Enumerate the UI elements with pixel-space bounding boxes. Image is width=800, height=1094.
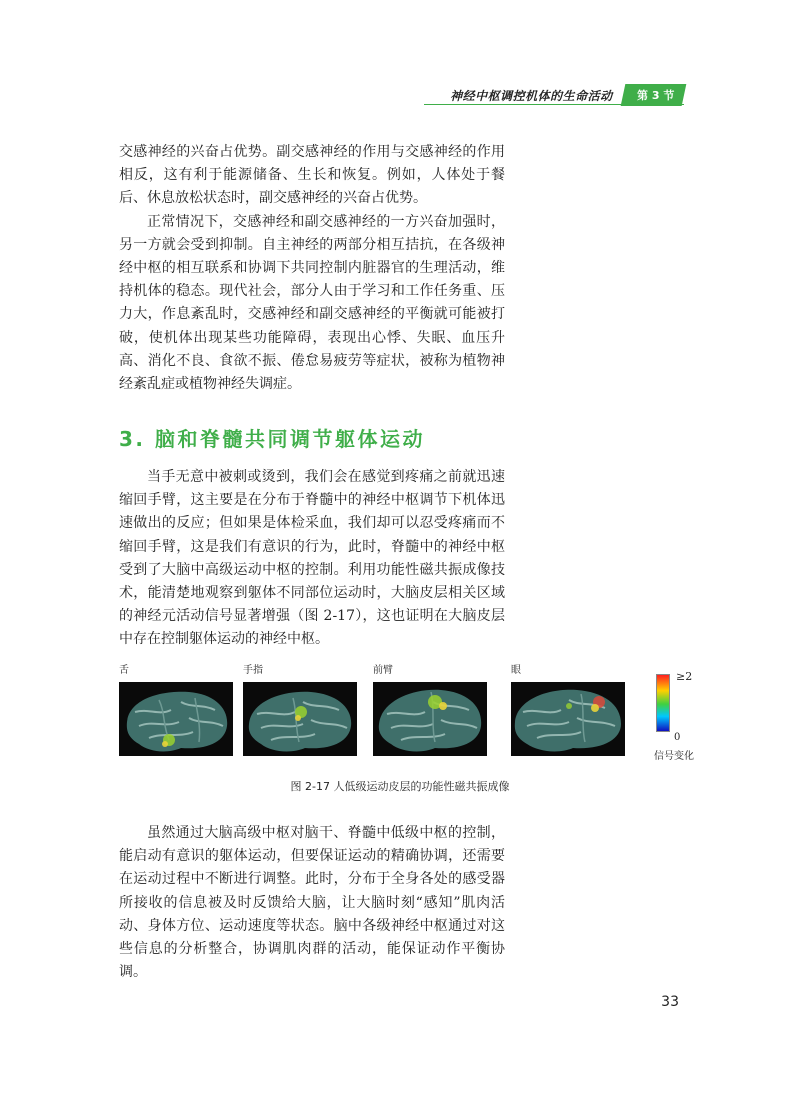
- figure-panel-eye: [511, 664, 625, 756]
- running-header: [450, 84, 684, 106]
- figure-panel-finger: [243, 664, 357, 756]
- paragraph-continuation: 交感神经的兴奋占优势。副交感神经的作用与交感神经的作用相反，这有利于能源储备、生长和恢复。例如，人体处于餐后、休息放松状态时，副交感神经的兴奋占优势。: [119, 144, 505, 207]
- body-text-middle: [119, 466, 505, 652]
- brain-fmri-tongue-icon: [119, 682, 233, 756]
- figure-panel-forearm: [373, 664, 487, 756]
- paragraph: 正常情况下，交感神经和副交感神经的一方兴奋加强时，另一方就会受到抑制。自主神经的两部分相互拮抗，在各级神经中枢的相互联系和协调下共同控制内脏器官的生理活动，维持机体的稳态。现代社会，部分人由于学习和工作任务重、压力大，作息紊乱时，交感神经和副交感神经的平衡就可能被打破，使机体出现某些功能障碍，表现出心悸、失眠、血压升高、消化不良、食欲不振、倦怠易疲劳等症状，被称为植物神经紊乱症或植物神经失调症。: [119, 213, 505, 393]
- chapter-title: 神经中枢调控机体的生命活动: [450, 88, 613, 103]
- scale-caption: 信号变化: [654, 751, 694, 762]
- section-tag: [620, 84, 686, 106]
- brain-fmri-forearm-icon: [373, 682, 487, 756]
- paragraph: 虽然通过大脑高级中枢对脑干、脊髓中低级中枢的控制，能启动有意识的躯体运动，但要保证运动的精确协调，还需要在运动过程中不断进行调整。此时，分布于全身各处的感受器所接收的信息被及时反馈给大脑，让大脑时刻“感知”肌肉活动、身体方位、运动速度等状态。脑中各级神经中枢通过对这些信息的分析整合，协调肌肉群的活动，能保证动作平衡协调。: [119, 825, 505, 981]
- page-number: 33: [661, 994, 679, 1010]
- section-heading: 3. 脑和脊髓共同调节躯体运动: [119, 427, 425, 451]
- panel-label: 手指: [243, 665, 263, 676]
- color-scale-bar: [656, 674, 670, 732]
- panel-label: 前臂: [373, 665, 393, 676]
- brain-fmri-finger-icon: [243, 682, 357, 756]
- scale-min-label: 0: [674, 732, 681, 743]
- section-tag-label: 第 3 节: [636, 89, 674, 102]
- brain-fmri-eye-icon: [511, 682, 625, 756]
- panel-label: 眼: [511, 665, 521, 676]
- paragraph: 当手无意中被刺或烫到，我们会在感觉到疼痛之前就迅速缩回手臂，这主要是在分布于脊髓中的神经中枢调节下机体迅速做出的反应；但如果是体检采血，我们却可以忍受疼痛而不缩回手臂，这是我们有意识的行为，此时，脊髓中的神经中枢受到了大脑中高级运动中枢的控制。利用功能性磁共振成像技术，能清楚地观察到躯体不同部位运动时，大脑皮层相关区域的神经元活动信号显著增强（图 2-17），这也证明在大脑皮层中存在控制躯体运动的神经中枢。: [119, 469, 505, 648]
- figure-fmri: [119, 664, 699, 764]
- figure-caption: 图 2-17 人低级运动皮层的功能性磁共振成像: [290, 780, 510, 793]
- scale-max-label: ≥2: [676, 670, 693, 683]
- body-text-top: [119, 141, 505, 396]
- body-text-bottom: [119, 822, 505, 984]
- color-scale-legend: [654, 670, 704, 760]
- figure-panel-tongue: [119, 664, 233, 756]
- panel-label: 舌: [119, 665, 129, 676]
- header-rule: [424, 104, 684, 105]
